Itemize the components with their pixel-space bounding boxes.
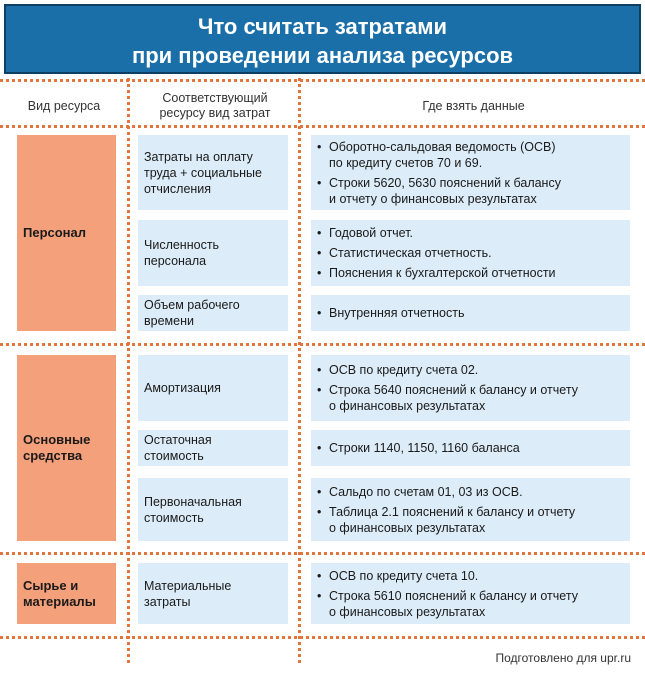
divider-column-1 xyxy=(127,78,130,663)
data-source-line: Оборотно-сальдовая ведомость (ОСВ) xyxy=(329,139,556,154)
cost-type-label xyxy=(144,380,221,396)
bullet-icon: • xyxy=(317,363,322,377)
cost-type-line: Материальные xyxy=(144,578,232,593)
data-source-text xyxy=(329,362,478,378)
data-source-line: Строка 5610 пояснений к балансу и отчету xyxy=(329,588,578,603)
cost-type-line: Остаточная xyxy=(144,433,212,447)
data-source-item xyxy=(317,225,630,241)
data-source-text xyxy=(329,568,478,584)
cost-type-box xyxy=(138,355,288,421)
divider-header xyxy=(0,125,645,128)
header-data-source: Где взять данные xyxy=(422,99,525,113)
data-source-box xyxy=(311,355,630,421)
cost-type-label xyxy=(144,494,242,526)
data-source-line: Статистическая отчетность. xyxy=(329,246,492,260)
data-source-line: Пояснения к бухгалтерской отчетности xyxy=(329,266,556,280)
data-source-line: по кредиту счетов 70 и 69. xyxy=(329,155,483,170)
data-source-line: ОСВ по кредиту счета 10. xyxy=(329,568,479,583)
data-source-line: о финансовых результатах xyxy=(329,520,486,535)
data-source-line: Строки 1140, 1150, 1160 баланса xyxy=(329,441,520,455)
data-source-item xyxy=(317,484,630,500)
cost-type-line: Первоначальная xyxy=(144,494,242,509)
cost-type-line: Затраты на оплату xyxy=(144,149,253,164)
resource-type-line: Сырье и xyxy=(23,577,79,593)
data-source-line: о финансовых результатах xyxy=(329,604,486,619)
data-source-text xyxy=(329,175,561,207)
cost-type-line: стоимость xyxy=(144,449,204,463)
resource-type-line: Основные xyxy=(23,432,91,447)
resource-type-label xyxy=(23,225,86,241)
cost-type-box xyxy=(138,220,288,286)
header-resource-type: Вид ресурса xyxy=(27,99,101,113)
data-source-item xyxy=(317,588,630,620)
data-source-box xyxy=(311,478,630,541)
resource-type-box xyxy=(17,355,116,541)
bullet-icon: • xyxy=(317,175,322,190)
data-source-item xyxy=(317,305,630,321)
bullet-icon: • xyxy=(317,139,322,154)
data-source-line: Внутренняя отчетность xyxy=(329,306,465,320)
cost-type-box xyxy=(138,430,288,466)
data-source-text xyxy=(329,382,578,414)
bullet-icon: • xyxy=(317,383,322,397)
bullet-icon: • xyxy=(317,226,322,240)
bullet-icon: • xyxy=(317,588,322,603)
data-source-line: Сальдо по счетам 01, 03 из ОСВ. xyxy=(329,484,523,499)
bullet-icon: • xyxy=(317,306,322,320)
cost-type-line: стоимость xyxy=(144,510,204,525)
cost-type-box xyxy=(138,135,288,210)
cost-type-line: времени xyxy=(144,314,194,328)
data-source-text xyxy=(329,504,575,536)
data-source-box xyxy=(311,295,630,331)
cost-type-label xyxy=(144,578,231,610)
bullet-icon: • xyxy=(317,504,322,519)
divider-group-1 xyxy=(0,343,645,346)
header-cost-type-line1: Соответствующий xyxy=(162,91,268,105)
cost-type-line: Объем рабочего xyxy=(144,298,240,312)
cost-type-box xyxy=(138,563,288,624)
data-source-text xyxy=(329,245,492,261)
data-source-item xyxy=(317,504,630,536)
cost-type-label xyxy=(144,432,212,464)
divider-column-2 xyxy=(298,78,301,663)
credit-text: Подготовлено для upr.ru xyxy=(495,651,631,665)
data-source-text xyxy=(329,484,523,500)
bullet-icon: • xyxy=(317,568,322,583)
data-source-item xyxy=(317,568,630,584)
cost-type-line: Численность xyxy=(144,238,220,252)
data-source-text xyxy=(329,440,520,456)
data-source-item xyxy=(317,382,630,414)
data-source-text xyxy=(329,139,556,171)
header-cost-type-line2: ресурсу вид затрат xyxy=(159,106,271,120)
bullet-icon: • xyxy=(317,246,322,260)
divider-bottom xyxy=(0,636,645,639)
cost-type-line: труда + социальные xyxy=(144,165,262,180)
title-line-2: при проведении анализа ресурсов xyxy=(131,43,514,68)
data-source-text xyxy=(329,225,413,241)
data-source-item xyxy=(317,440,630,456)
bullet-icon: • xyxy=(317,441,322,455)
data-source-text xyxy=(329,265,556,281)
resource-type-line: Персонал xyxy=(23,225,87,240)
resource-type-label xyxy=(23,578,96,610)
infographic-title xyxy=(4,4,641,74)
resource-type-box xyxy=(17,563,116,624)
cost-type-label xyxy=(144,297,240,329)
data-source-line: и отчету о финансовых результатах xyxy=(329,191,537,206)
data-source-item xyxy=(317,265,630,281)
cost-type-box xyxy=(138,478,288,541)
data-source-line: ОСВ по кредиту счета 02. xyxy=(329,363,479,377)
data-source-line: Строки 5620, 5630 пояснений к балансу xyxy=(329,175,561,190)
data-source-line: о финансовых результатах xyxy=(329,399,486,413)
data-source-box xyxy=(311,563,630,624)
data-source-item xyxy=(317,245,630,261)
data-source-box xyxy=(311,135,630,210)
data-source-box xyxy=(311,220,630,286)
cost-type-label xyxy=(144,149,262,197)
divider-group-2 xyxy=(0,552,645,555)
cost-type-line: Амортизация xyxy=(144,381,221,395)
data-source-item xyxy=(317,362,630,378)
resource-type-line: средства xyxy=(23,448,83,463)
resource-type-label xyxy=(23,432,90,464)
bullet-icon: • xyxy=(317,266,322,280)
cost-type-line: затраты xyxy=(144,594,191,609)
resource-type-box xyxy=(17,135,116,331)
data-source-line: Годовой отчет. xyxy=(329,226,414,240)
cost-type-label xyxy=(144,237,219,269)
divider-top xyxy=(0,79,645,82)
data-source-line: Строка 5640 пояснений к балансу и отчету xyxy=(329,383,578,397)
cost-type-box xyxy=(138,295,288,331)
resource-type-line: материалы xyxy=(23,593,96,609)
data-source-item xyxy=(317,175,630,207)
data-source-text xyxy=(329,305,464,321)
title-line-1: Что считать затратами xyxy=(197,14,447,39)
bullet-icon: • xyxy=(317,484,322,499)
cost-type-line: персонала xyxy=(144,254,207,268)
cost-type-line: отчисления xyxy=(144,181,212,196)
data-source-line: Таблица 2.1 пояснений к балансу и отчету xyxy=(329,504,576,519)
header-cost-type xyxy=(130,91,300,121)
data-source-item xyxy=(317,139,630,171)
data-source-box xyxy=(311,430,630,466)
data-source-text xyxy=(329,588,578,620)
